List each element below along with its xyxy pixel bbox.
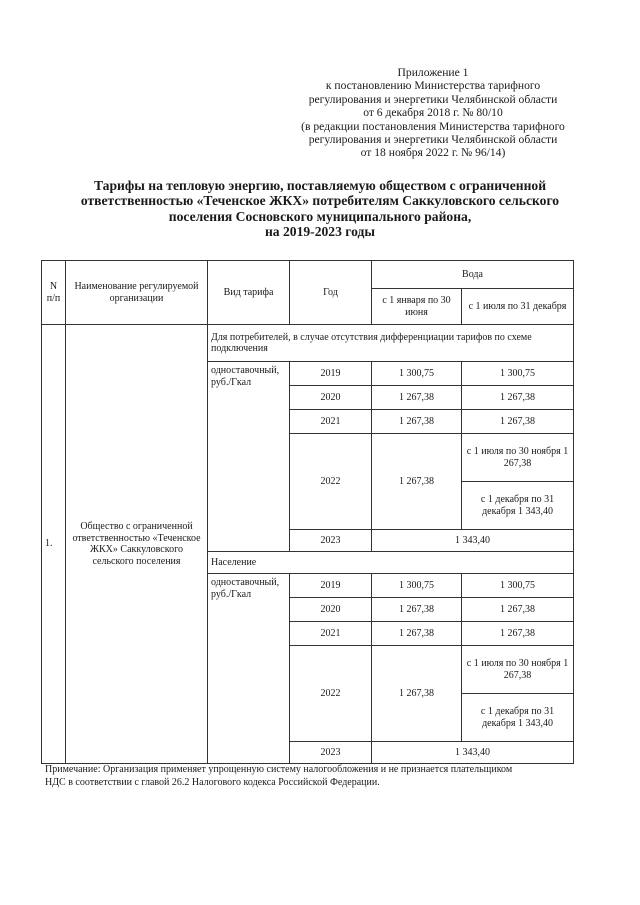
appendix-line: от 18 ноября 2022 г. № 96/14): [360, 146, 506, 160]
header-org: Наименование регулируемой организации: [66, 261, 208, 325]
value-cell: 1 300,75: [462, 574, 574, 598]
footnote-line: НДС в соответствии с главой 26.2 Налогового кодекса Российской Федерации.: [45, 776, 380, 788]
appendix-header: [240, 66, 626, 160]
value-cell-subperiod: с 1 декабря по 31 декабря 1 343,40: [462, 694, 574, 742]
row-number-cell: 1.: [42, 325, 66, 764]
value-cell: 1 300,75: [462, 362, 574, 386]
value-cell: 1 300,75: [372, 574, 462, 598]
year-cell: 2023: [290, 742, 372, 764]
footnote-line: Примечание: Организация применяет упрощенную систему налогообложения и не признается плательщиком: [45, 764, 513, 775]
appendix-line: регулирования и энергетики Челябинской области: [308, 92, 558, 106]
value-cell: 1 267,38: [372, 410, 462, 434]
group-label: Население: [208, 552, 574, 574]
tariff-type-cell: одноставочный, руб./Гкал: [208, 574, 290, 764]
tariff-table: [41, 260, 574, 764]
value-cell: 1 267,38: [372, 434, 462, 530]
value-cell: 1 267,38: [372, 646, 462, 742]
value-cell-merged: 1 343,40: [372, 742, 574, 764]
year-cell: 2023: [290, 530, 372, 552]
header-year: Год: [290, 261, 372, 325]
value-cell: 1 267,38: [462, 598, 574, 622]
footnote: [45, 764, 605, 789]
title-line: ответственностью «Теченское ЖКХ» потребителям Саккуловского сельского: [80, 193, 560, 209]
year-cell: 2019: [290, 362, 372, 386]
header-tariff-type: Вид тарифа: [208, 261, 290, 325]
value-cell-merged: 1 343,40: [372, 530, 574, 552]
header-num: N п/п: [42, 261, 66, 325]
title-line: поселения Сосновского муниципального района,: [168, 208, 472, 224]
table-row: [42, 325, 574, 362]
organization-name-cell: Общество с ограниченной ответственностью «Теченское ЖКХ» Саккуловского сельского поселения: [66, 325, 208, 764]
value-cell: 1 267,38: [372, 622, 462, 646]
appendix-line: регулирования и энергетики Челябинской области: [308, 133, 558, 147]
value-cell-subperiod: с 1 июля по 30 ноября 1 267,38: [462, 434, 574, 482]
header-period-1: с 1 января по 30 июня: [372, 289, 462, 325]
appendix-line: к постановлению Министерства тарифного: [325, 79, 541, 93]
value-cell: 1 267,38: [462, 386, 574, 410]
value-cell: 1 267,38: [372, 386, 462, 410]
year-cell: 2020: [290, 598, 372, 622]
year-cell: 2019: [290, 574, 372, 598]
appendix-line: от 6 декабря 2018 г. № 80/10: [363, 106, 503, 120]
value-cell: 1 300,75: [372, 362, 462, 386]
header-period-2: с 1 июля по 31 декабря: [462, 289, 574, 325]
document-title: [40, 178, 600, 240]
header-water: Вода: [372, 261, 574, 289]
year-cell: 2021: [290, 622, 372, 646]
value-cell-subperiod: с 1 июля по 30 ноября 1 267,38: [462, 646, 574, 694]
value-cell: 1 267,38: [462, 410, 574, 434]
year-cell: 2022: [290, 434, 372, 530]
tariff-type-cell: одноставочный, руб./Гкал: [208, 362, 290, 552]
title-line: на 2019-2023 годы: [264, 224, 376, 240]
title-line: Тарифы на тепловую энергию, поставляемую обществом с ограниченной: [93, 178, 547, 193]
value-cell: 1 267,38: [372, 598, 462, 622]
year-cell: 2022: [290, 646, 372, 742]
appendix-line: (в редакции постановления Министерства тарифного: [301, 119, 565, 133]
appendix-line: Приложение 1: [397, 66, 469, 79]
value-cell: 1 267,38: [462, 622, 574, 646]
value-cell-subperiod: с 1 декабря по 31 декабря 1 343,40: [462, 482, 574, 530]
group-label: Для потребителей, в случае отсутствия дифференциации тарифов по схеме подключения: [208, 325, 574, 362]
header-row: [42, 261, 574, 289]
year-cell: 2021: [290, 410, 372, 434]
year-cell: 2020: [290, 386, 372, 410]
